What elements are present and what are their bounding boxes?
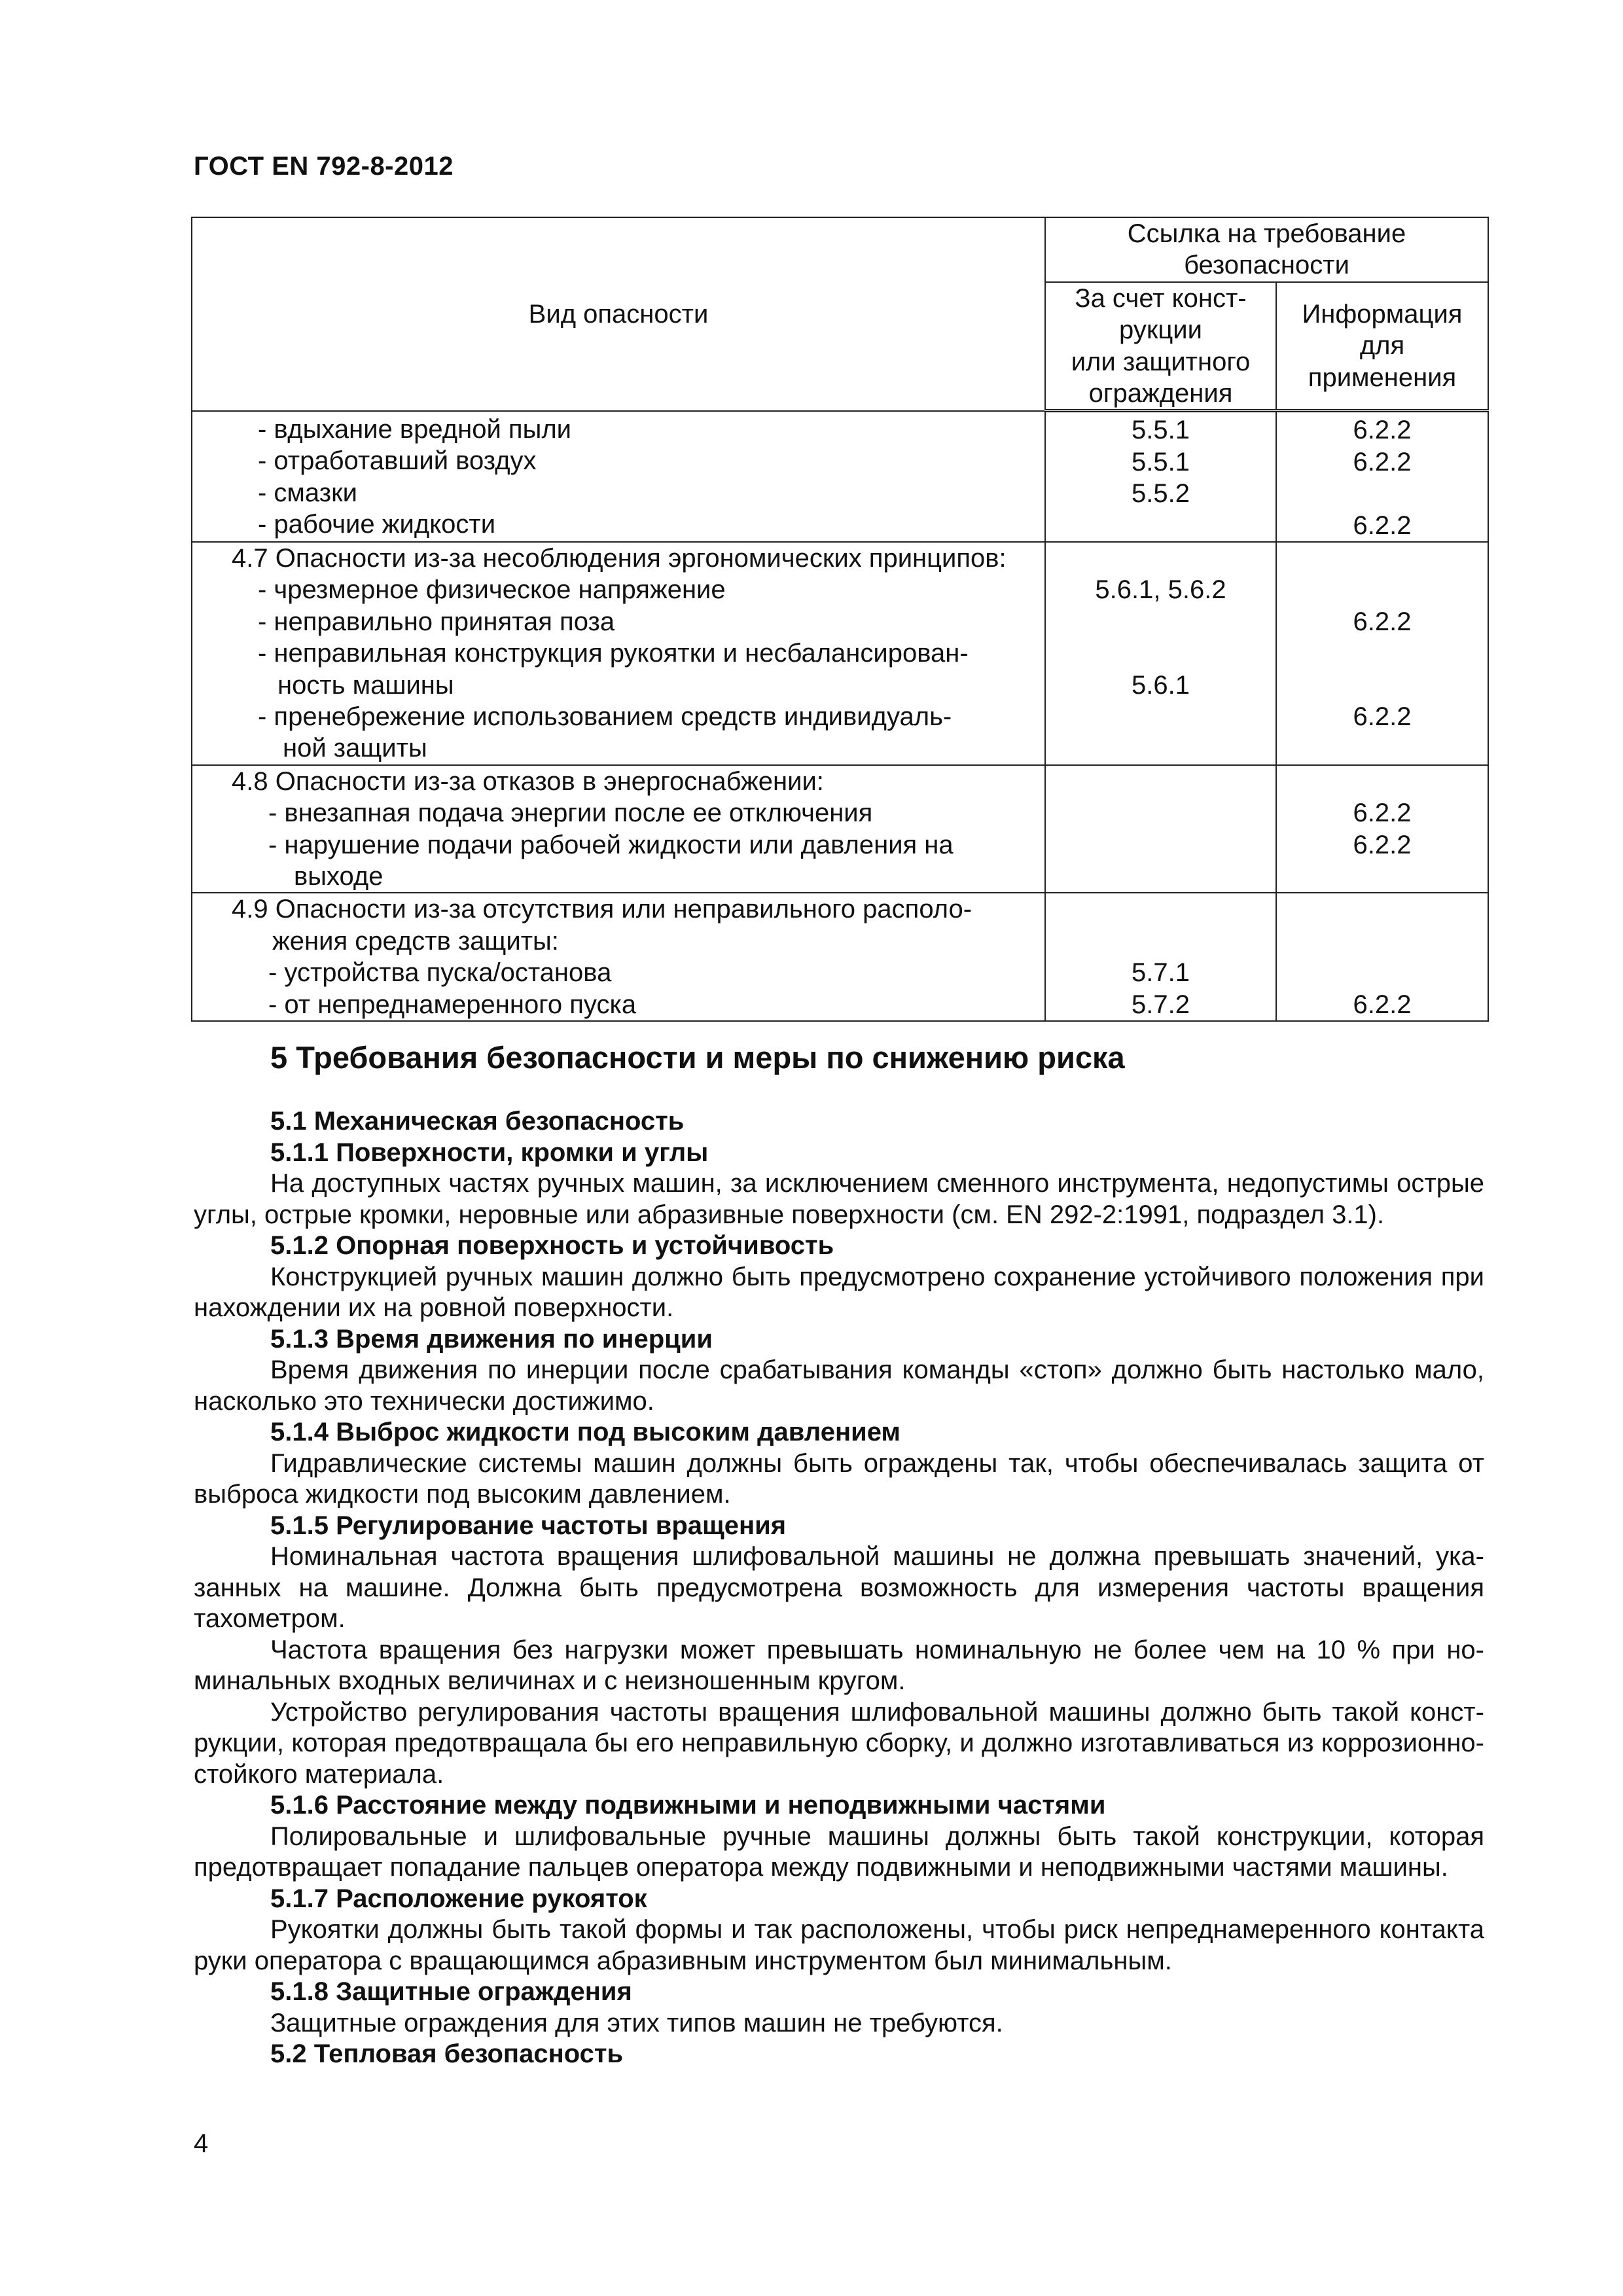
- hazard-group-title: 4.8 Опасности из-за отказов в энергоснабжении:: [232, 766, 824, 796]
- paragraph: Устройство регулирования частоты вращения шлифовальной машины должно быть такой конструкции, которая предотвращала бы его неправильную сборку, и должно изготавливаться из коррозионно-стойкого материала.: [194, 1697, 1484, 1789]
- info-ref: [1277, 766, 1488, 797]
- hazard-item: ной защиты: [283, 734, 427, 763]
- subsection-heading: 5.1 Механическая безопасность: [270, 1107, 685, 1136]
- info-ref: 6.2.2: [1353, 607, 1412, 636]
- paragraph: Гидравлические системы машин должны быть ограждены так, чтобы обеспечивалась защита от выброса жидкости под высоким давлением.: [194, 1448, 1484, 1509]
- hazard-item: - от непреднамеренного пуска: [268, 990, 637, 1019]
- design-ref: 5.6.1: [1132, 670, 1190, 700]
- header-line: Информация: [1302, 300, 1463, 329]
- table-row: [192, 893, 1488, 1021]
- info-ref: 6.2.2: [1353, 511, 1412, 540]
- hazard-item: - нарушение подачи рабочей жидкости или давления на: [268, 830, 954, 859]
- paragraph: Время движения по инерции после срабатывания команды «стоп» должно быть настолько мало, насколько это технически достижимо.: [194, 1355, 1484, 1416]
- table-row: [192, 542, 1488, 765]
- subsection-heading: 5.2 Тепловая безопасность: [270, 2039, 624, 2068]
- document-code: ГОСТ EN 792-8-2012: [194, 152, 454, 181]
- hazard-item: - устройства пуска/останова: [268, 958, 612, 988]
- header-line: За счет конст-: [1075, 283, 1247, 313]
- hazard-item: - чрезмерное физическое напряжение: [258, 575, 726, 605]
- hazard-item: - отработавший воздух: [258, 446, 537, 476]
- reference-header-line: безопасности: [1184, 251, 1349, 280]
- header-line: рукции: [1119, 315, 1202, 345]
- info-ref: 6.2.2: [1353, 830, 1412, 859]
- paragraph: Номинальная частота вращения шлифовальной машины не должна превышать значений, указанных на машине. Должна быть предусмотрена возможность для измерения частоты вращения тахометром.: [194, 1542, 1484, 1633]
- paragraph: На доступных частях ручных машин, за исключением сменного инструмента, недопустимы острые углы, острые кромки, неровные или абразивные поверхности (см. EN 292-2:1991, подраздел 3.1).: [194, 1169, 1484, 1229]
- info-ref: 6.2.2: [1353, 798, 1412, 828]
- hazard-item: - вдыхание вредной пыли: [258, 414, 572, 444]
- info-ref: [1277, 670, 1488, 701]
- paragraph: Рукоятки должны быть такой формы и так расположены, чтобы риск непреднамеренного контакта руки оператора с вращающимся абразивным инструментом был минимальным.: [194, 1915, 1484, 1975]
- subsection-heading: 5.1.1 Поверхности, кромки и углы: [270, 1138, 709, 1167]
- subsection-heading: 5.1.5 Регулирование частоты вращения: [270, 1511, 787, 1540]
- design-ref: 5.5.1: [1132, 447, 1190, 476]
- design-ref: [1046, 861, 1275, 892]
- hazard-item: - неправильная конструкция рукоятки и несбалансирован-: [258, 639, 969, 668]
- subsection-heading: 5.1.4 Выброс жидкости под высоким давлением: [270, 1418, 901, 1446]
- design-ref: 5.7.1: [1132, 958, 1190, 988]
- hazard-group-title: 4.9 Опасности из-за отсутствия или неправильного располо-: [232, 895, 972, 924]
- subsection-heading: 5.1.7 Расположение рукояток: [270, 1884, 647, 1913]
- paragraph: Защитные ограждения для этих типов машин не требуются.: [270, 2008, 1003, 2037]
- header-line: применения: [1308, 363, 1457, 392]
- table-row: [192, 765, 1488, 893]
- paragraph: Конструкцией ручных машин должно быть предусмотрено сохранение устойчивого положения при нахождении их на ровной поверхности.: [194, 1262, 1484, 1322]
- section-5-body: [194, 1106, 1484, 2070]
- page-number: 4: [194, 2129, 209, 2158]
- info-ref: [1277, 637, 1488, 669]
- hazard-item: - внезапная подача энергии после ее отключения: [268, 798, 873, 828]
- design-ref: 5.6.1, 5.6.2: [1095, 575, 1226, 605]
- design-ref: 5.5.1: [1132, 416, 1190, 445]
- info-column-header: [1276, 282, 1488, 411]
- header-line: ограждения: [1088, 379, 1233, 408]
- design-ref: [1046, 766, 1275, 797]
- design-ref: [1046, 925, 1275, 957]
- hazard-item: - смазки: [258, 478, 357, 507]
- design-ref: [1046, 701, 1275, 732]
- hazard-group-title-cont: жения средств защиты:: [272, 926, 559, 956]
- hazard-item: - неправильно принятая поза: [258, 607, 615, 636]
- reference-group-header: [1045, 217, 1488, 282]
- info-ref: 6.2.2: [1353, 416, 1412, 445]
- info-ref: [1277, 861, 1488, 892]
- design-ref: 5.5.2: [1132, 479, 1190, 509]
- info-ref: [1277, 574, 1488, 605]
- info-ref: 6.2.2: [1353, 447, 1412, 476]
- info-ref: [1277, 478, 1488, 509]
- subsection-heading: 5.1.2 Опорная поверхность и устойчивость: [270, 1231, 834, 1260]
- design-ref: [1046, 893, 1275, 925]
- design-ref: [1046, 543, 1275, 574]
- design-ref: 5.7.2: [1132, 990, 1190, 1019]
- info-ref: 6.2.2: [1353, 702, 1412, 731]
- design-ref: [1046, 797, 1275, 829]
- design-ref: [1046, 732, 1275, 764]
- hazard-type-header: Вид опасности: [192, 217, 1045, 411]
- hazard-item: выходе: [294, 862, 383, 891]
- hazard-item: - рабочие жидкости: [258, 510, 496, 539]
- design-ref: [1046, 606, 1275, 637]
- paragraph: Полировальные и шлифовальные ручные машины должны быть такой конструкции, которая предотвращает попадание пальцев оператора между подвижными и неподвижными частями машины.: [194, 1821, 1484, 1882]
- hazard-item: - пренебрежение использованием средств индивидуаль-: [258, 702, 952, 732]
- header-line: или защитного: [1071, 347, 1251, 376]
- hazards-table: [191, 217, 1489, 1022]
- paragraph: Частота вращения без нагрузки может превышать номинальную не более чем на 10 % при номинальных входных величинах и с неизношенным кругом.: [194, 1635, 1484, 1695]
- table-row: [192, 411, 1488, 542]
- info-ref: [1277, 732, 1488, 764]
- subsection-heading: 5.1.8 Защитные ограждения: [270, 1977, 632, 2006]
- hazard-item: ность машины: [277, 670, 454, 700]
- reference-header-line: Ссылка на требование: [1127, 219, 1406, 248]
- header-line: для: [1359, 331, 1405, 361]
- design-ref: [1046, 510, 1275, 541]
- info-ref: [1277, 543, 1488, 574]
- subsection-heading: 5.1.6 Расстояние между подвижными и неподвижными частями: [270, 1791, 1106, 1820]
- info-ref: 6.2.2: [1353, 990, 1412, 1019]
- design-ref: [1046, 829, 1275, 861]
- info-ref: [1277, 925, 1488, 957]
- info-ref: [1277, 893, 1488, 925]
- design-column-header: [1045, 282, 1276, 411]
- info-ref: [1277, 957, 1488, 988]
- section-5-title: 5 Требования безопасности и меры по снижению риска: [270, 1040, 1125, 1075]
- design-ref: [1046, 637, 1275, 669]
- hazard-group-title: 4.7 Опасности из-за несоблюдения эргономических принципов:: [232, 544, 1007, 573]
- subsection-heading: 5.1.3 Время движения по инерции: [270, 1324, 713, 1354]
